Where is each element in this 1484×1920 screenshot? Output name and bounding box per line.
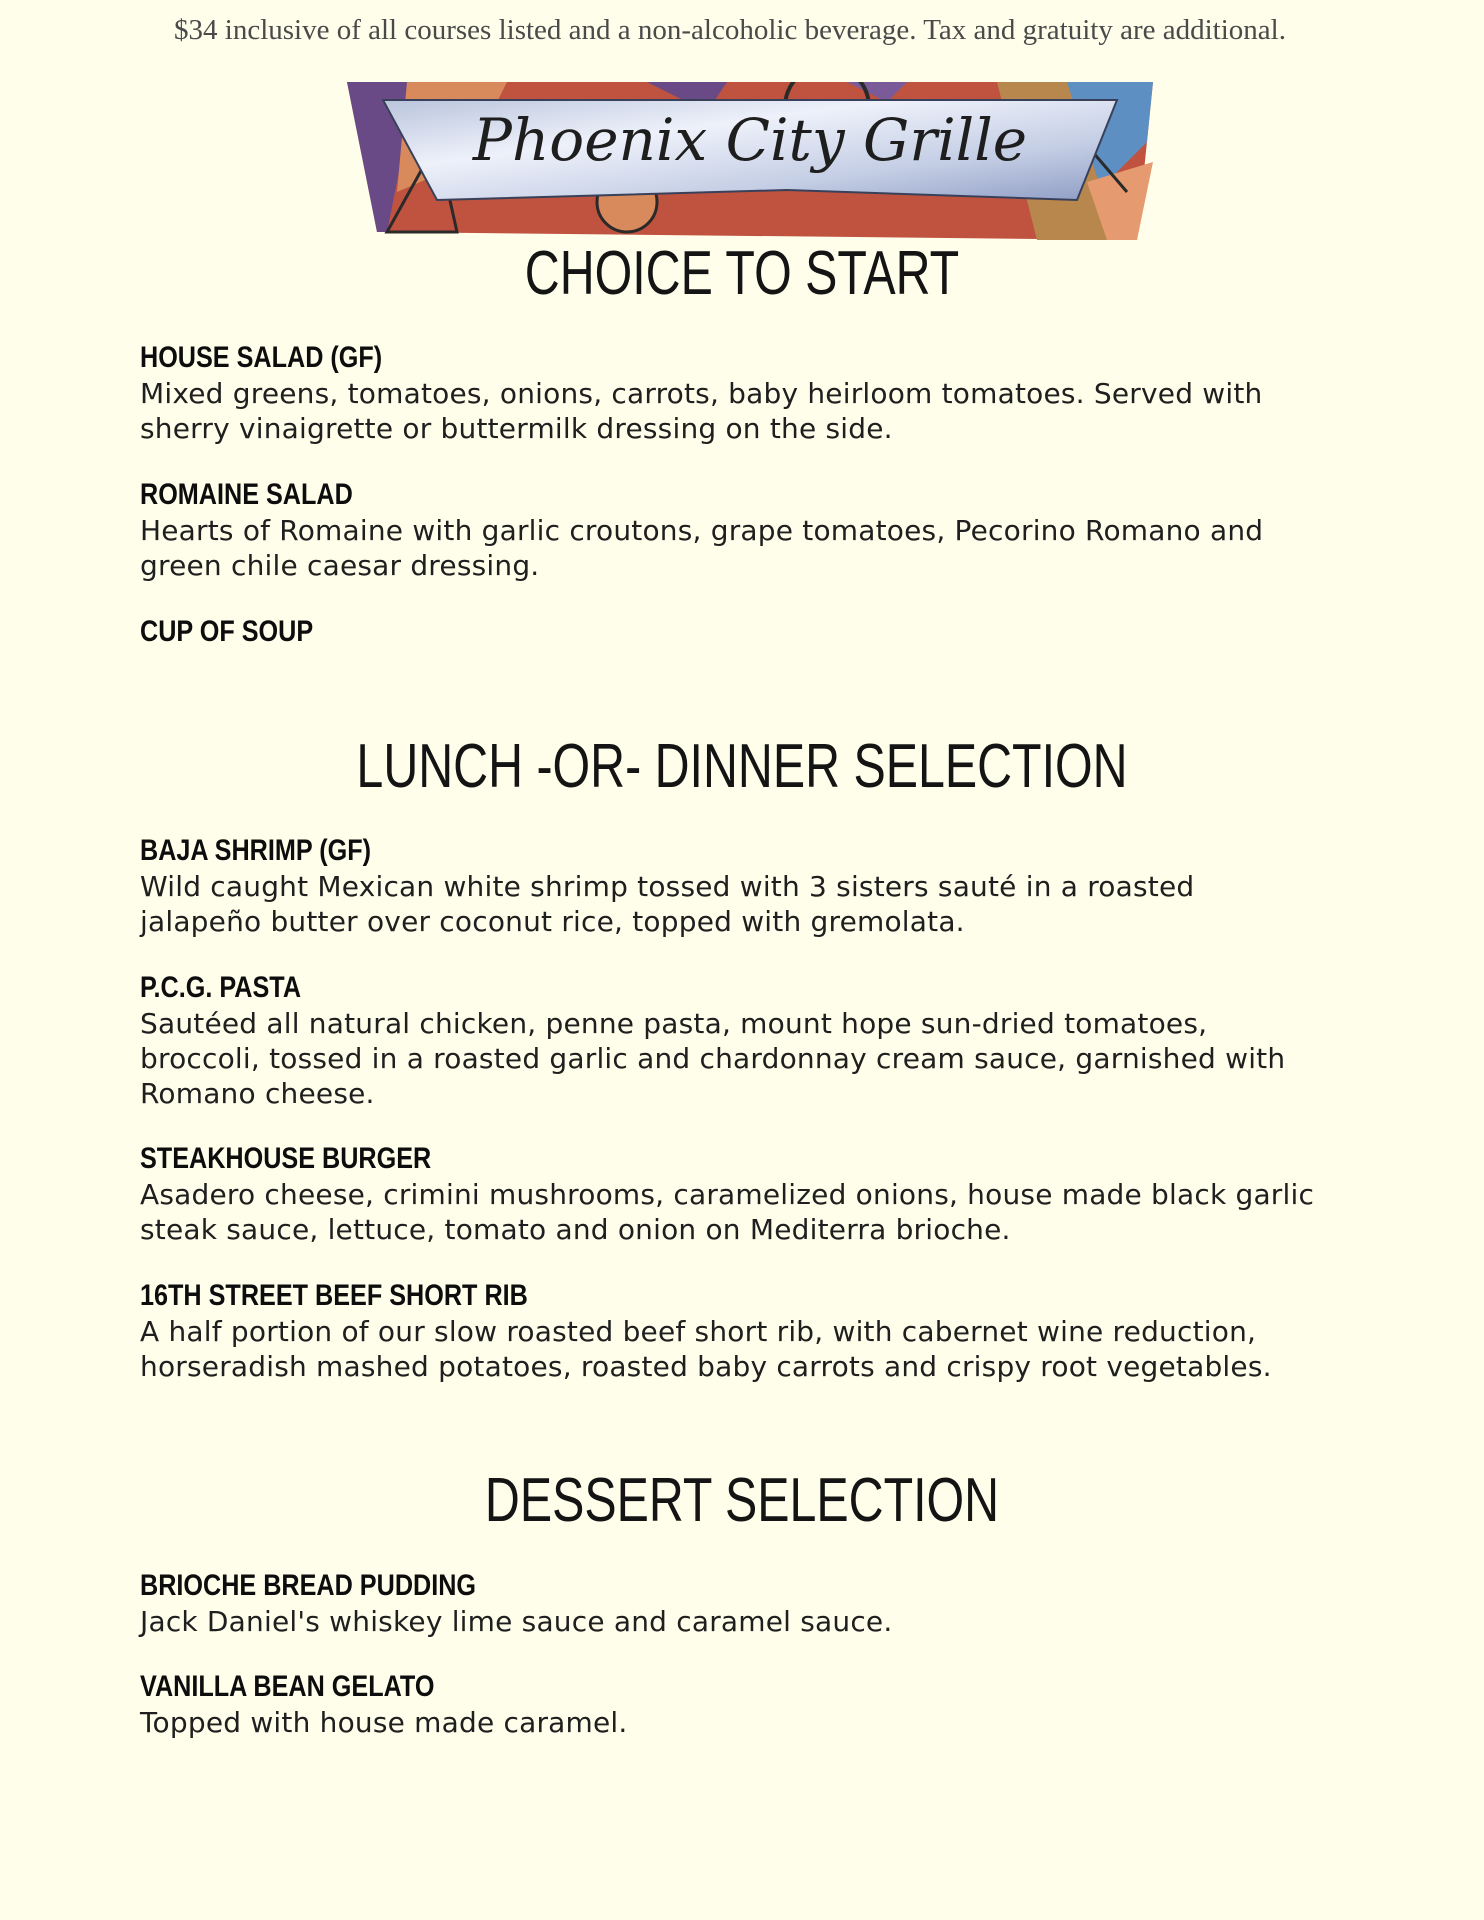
- item-description: Hearts of Romaine with garlic croutons, grape tomatoes, Pecorino Romano and green chile caesar dressing.: [140, 514, 1264, 582]
- item-name: VANILLA BEAN GELATO: [140, 1670, 435, 1703]
- menu-item: [140, 1568, 1320, 1639]
- menu-item: [140, 970, 1320, 1111]
- item-name: HOUSE SALAD (GF): [140, 341, 383, 374]
- item-name: 16TH STREET BEEF SHORT RIB: [140, 1279, 528, 1312]
- logo-artwork: [347, 82, 1153, 240]
- logo-text: Phoenix City Grille: [472, 106, 1028, 174]
- item-name: P.C.G. PASTA: [140, 971, 302, 1004]
- menu-item: [140, 1141, 1320, 1247]
- pricing-note: $34 inclusive of all courses listed and a non-alcoholic beverage. Tax and gratuity are additional.: [174, 14, 1286, 46]
- menu-item: [140, 614, 1320, 650]
- item-description: A half portion of our slow roasted beef short rib, with cabernet wine reduction, horseradish mashed potatoes, roasted baby carrots and crispy root vegetables.: [140, 1315, 1272, 1383]
- item-name: STEAKHOUSE BURGER: [140, 1142, 432, 1175]
- menu-item: [140, 833, 1320, 939]
- item-description: Jack Daniel's whiskey lime sauce and caramel sauce.: [140, 1605, 893, 1638]
- item-name: BAJA SHRIMP (GF): [140, 834, 372, 867]
- section-title-main: LUNCH -OR- DINNER SELECTION: [356, 732, 1128, 801]
- section-title-dessert: DESSERT SELECTION: [484, 1466, 1000, 1535]
- item-description: Topped with house made caramel.: [140, 1706, 628, 1739]
- menu-item: [140, 1669, 1320, 1740]
- item-name: BRIOCHE BREAD PUDDING: [140, 1569, 477, 1602]
- item-description: Mixed greens, tomatoes, onions, carrots, baby heirloom tomatoes. Served with sherry vinaigrette or buttermilk dressing on the side.: [140, 377, 1263, 445]
- item-description: Wild caught Mexican white shrimp tossed with 3 sisters sauté in a roasted jalapeño butter over coconut rice, topped with gremolata.: [140, 870, 1195, 938]
- menu-item: [140, 1278, 1320, 1384]
- restaurant-logo: [347, 82, 1153, 240]
- item-description: Asadero cheese, crimini mushrooms, caramelized onions, house made black garlic steak sauce, lettuce, tomato and onion on Mediterra brioche.: [140, 1178, 1315, 1246]
- item-description: Sautéed all natural chicken, penne pasta, mount hope sun-dried tomatoes, broccoli, tossed in a roasted garlic and chardonnay cream sauce, garnished with Romano cheese.: [140, 1007, 1286, 1110]
- menu-item: [140, 477, 1320, 583]
- item-name: CUP OF SOUP: [140, 615, 314, 648]
- item-name: ROMAINE SALAD: [140, 478, 353, 511]
- menu-item: [140, 340, 1320, 446]
- section-title-start: CHOICE TO START: [524, 239, 960, 308]
